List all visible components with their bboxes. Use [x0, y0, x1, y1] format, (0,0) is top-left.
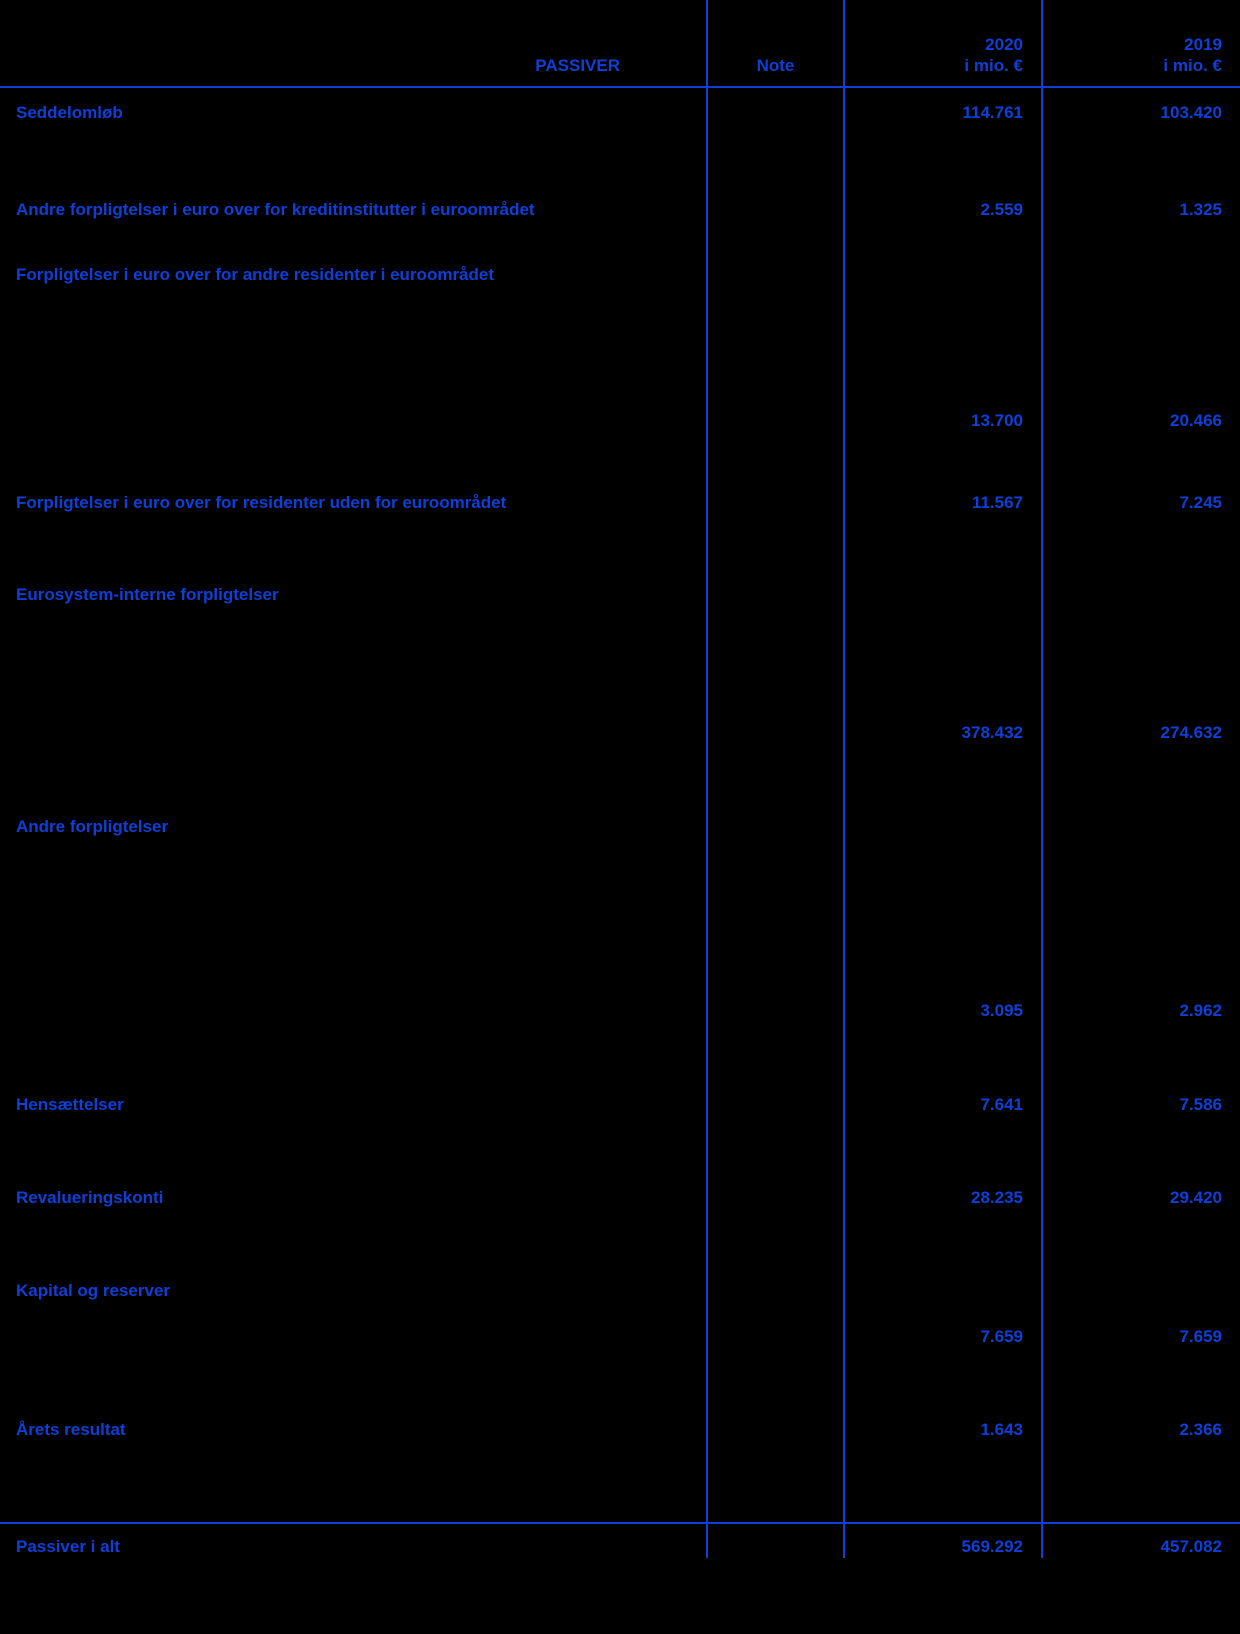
row-note	[707, 802, 844, 1080]
row-value-2019: 2.366	[1042, 1405, 1240, 1523]
row-label: Hensættelser	[16, 1095, 124, 1114]
row-value-2020: 28.235	[844, 1173, 1042, 1266]
table-body	[0, 87, 1240, 1558]
table-row	[0, 250, 1240, 478]
table-row	[0, 1266, 1240, 1405]
row-value-2019: 274.632	[1042, 570, 1240, 802]
row-value-2019: 29.420	[1042, 1173, 1240, 1266]
total-value-2020: 569.292	[844, 1523, 1042, 1558]
row-value-2020: 7.641	[844, 1080, 1042, 1173]
column-header-2019-year: 2019	[1184, 34, 1222, 54]
row-value-2019: 103.420	[1042, 87, 1240, 185]
column-header-2019-unit: i mio. €	[1163, 55, 1222, 75]
row-note	[707, 1405, 844, 1523]
row-note	[707, 185, 844, 250]
row-value-2019: 2.962	[1042, 802, 1240, 1080]
row-value-2020: 2.559	[844, 185, 1042, 250]
row-note	[707, 570, 844, 802]
table-row	[0, 570, 1240, 802]
row-value-2020: 3.095	[844, 802, 1042, 1080]
column-header-note: Note	[707, 0, 844, 87]
row-value-2020: 11.567	[844, 478, 1042, 570]
table-row	[0, 1080, 1240, 1173]
table-total-row	[0, 1523, 1240, 1558]
row-label: Forpligtelser i euro over for residenter uden for euroområdet	[16, 493, 507, 512]
column-header-2020-year: 2020	[985, 34, 1023, 54]
table-row	[0, 1173, 1240, 1266]
row-note	[707, 478, 844, 570]
total-label: Passiver i alt	[0, 1523, 707, 1558]
row-label: Eurosystem-interne forpligtelser	[16, 585, 279, 604]
table-header	[0, 0, 1240, 87]
row-label: Seddelomløb	[16, 103, 123, 122]
row-value-2020: 7.659	[844, 1266, 1042, 1405]
row-label: Forpligtelser i euro over for andre residenter i euroområdet	[16, 265, 495, 284]
row-value-2020: 378.432	[844, 570, 1042, 802]
column-header-2020-unit: i mio. €	[964, 55, 1023, 75]
row-value-2020: 13.700	[844, 250, 1042, 478]
column-header-2020	[844, 0, 1042, 87]
row-value-2019: 7.659	[1042, 1266, 1240, 1405]
row-label: Årets resultat	[16, 1420, 126, 1439]
row-label: Kapital og reserver	[16, 1281, 171, 1300]
table-row	[0, 185, 1240, 250]
row-label: Revalueringskonti	[16, 1188, 164, 1207]
table-row	[0, 1405, 1240, 1523]
row-label: Andre forpligtelser i euro over for kreditinstitutter i euroområdet	[16, 200, 535, 219]
row-value-2019: 1.325	[1042, 185, 1240, 250]
total-value-2019: 457.082	[1042, 1523, 1240, 1558]
row-note	[707, 1266, 844, 1405]
row-note	[707, 250, 844, 478]
table-row	[0, 478, 1240, 570]
row-note	[707, 1080, 844, 1173]
column-header-2019	[1042, 0, 1240, 87]
row-value-2019: 20.466	[1042, 250, 1240, 478]
row-note	[707, 1173, 844, 1266]
row-value-2019: 7.586	[1042, 1080, 1240, 1173]
row-value-2019: 7.245	[1042, 478, 1240, 570]
total-note	[707, 1523, 844, 1558]
row-value-2020: 1.643	[844, 1405, 1042, 1523]
column-header-passiver: PASSIVER	[0, 0, 707, 87]
row-value-2020: 114.761	[844, 87, 1042, 185]
row-note	[707, 87, 844, 185]
table-row	[0, 87, 1240, 185]
row-label: Andre forpligtelser	[16, 817, 169, 836]
table-row	[0, 802, 1240, 1080]
